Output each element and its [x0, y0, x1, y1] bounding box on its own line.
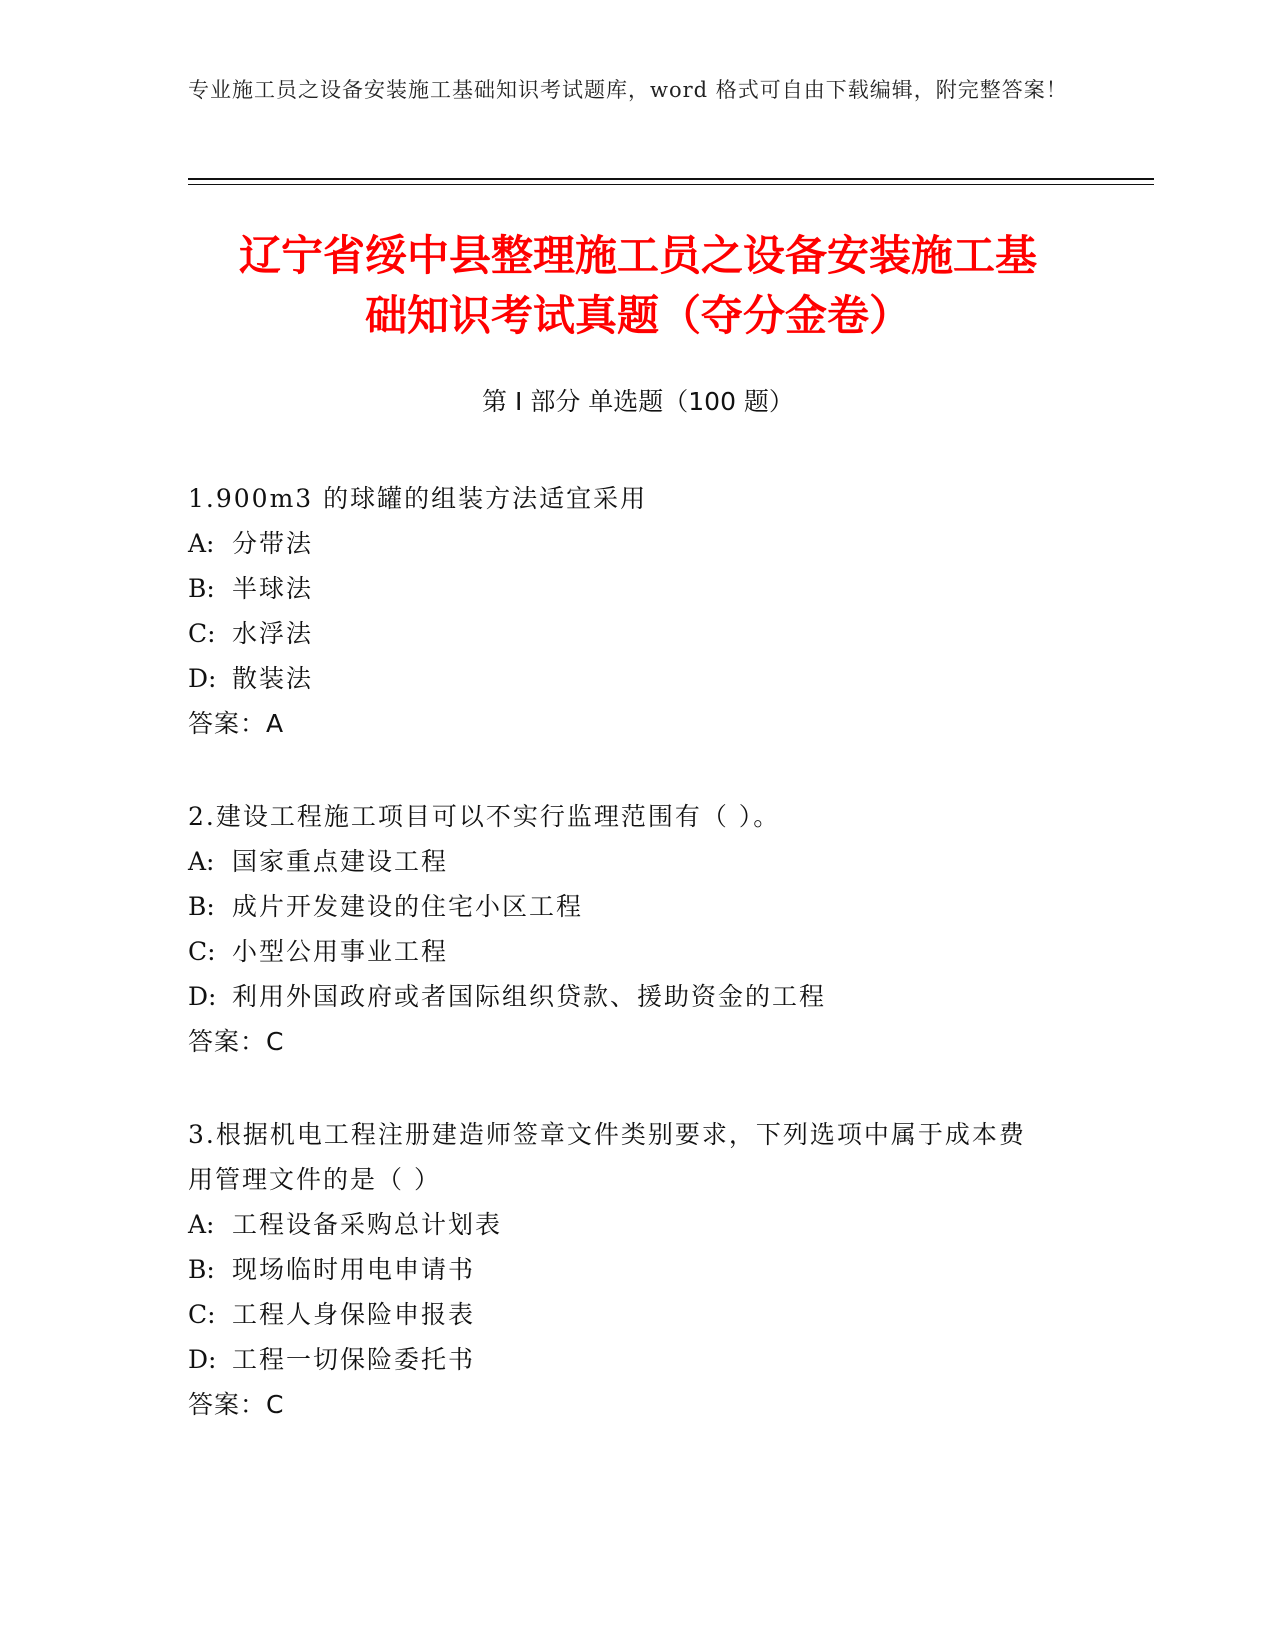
- option-a: [188, 521, 1068, 566]
- question-stem: 1.900m3 的球罐的组装方法适宜采用: [188, 484, 648, 513]
- option-text: 利用外国政府或者国际组织贷款、援助资金的工程: [232, 982, 827, 1011]
- option-text: 水浮法: [232, 619, 314, 648]
- option-text: 分带法: [232, 529, 314, 558]
- option-a: [188, 839, 1068, 884]
- option-c: [188, 611, 1068, 656]
- option-c: [188, 1292, 1068, 1337]
- question-1: [188, 476, 1068, 746]
- option-d: [188, 974, 1068, 1019]
- option-b: [188, 884, 1068, 929]
- option-letter: B:: [188, 892, 215, 921]
- option-b: [188, 1247, 1068, 1292]
- option-text: 现场临时用电申请书: [232, 1255, 476, 1284]
- answer: 答案：C: [188, 1390, 285, 1419]
- question-3: [188, 1112, 1068, 1427]
- option-c: [188, 929, 1068, 974]
- document-title-line-1: 辽宁省绥中县整理施工员之设备安装施工基: [238, 231, 1037, 280]
- question-2: [188, 794, 1068, 1064]
- option-text: 国家重点建设工程: [232, 847, 449, 876]
- option-letter: C:: [188, 1300, 216, 1329]
- option-a: [188, 1202, 1068, 1247]
- option-d: [188, 656, 1068, 701]
- option-letter: B:: [188, 1255, 215, 1284]
- answer: 答案：A: [188, 709, 285, 738]
- document-title-line-2: 础知识考试真题（夺分金卷）: [364, 291, 911, 340]
- option-letter: B:: [188, 574, 215, 603]
- option-letter: D:: [188, 1345, 217, 1374]
- option-letter: C:: [188, 619, 216, 648]
- section-heading: 第 I 部分 单选题（100 题）: [482, 387, 794, 416]
- option-d: [188, 1337, 1068, 1382]
- question-stem: 2.建设工程施工项目可以不实行监理范围有（ ）。: [188, 802, 781, 831]
- answer: 答案：C: [188, 1027, 285, 1056]
- option-text: 散装法: [232, 664, 314, 693]
- option-letter: D:: [188, 664, 217, 693]
- option-text: 成片开发建设的住宅小区工程: [232, 892, 584, 921]
- document-title: [188, 226, 1088, 346]
- option-text: 半球法: [232, 574, 314, 603]
- option-letter: A:: [188, 847, 215, 876]
- option-letter: A:: [188, 1210, 215, 1239]
- option-text: 工程一切保险委托书: [232, 1345, 476, 1374]
- option-text: 工程设备采购总计划表: [232, 1210, 503, 1239]
- option-text: 工程人身保险申报表: [232, 1300, 476, 1329]
- question-stem: 3.根据机电工程注册建造师签章文件类别要求，下列选项中属于成本费用管理文件的是（ ）: [188, 1120, 1026, 1194]
- header-divider-thin: [188, 184, 1154, 185]
- option-letter: D:: [188, 982, 217, 1011]
- header-divider-thick: [188, 178, 1154, 180]
- option-letter: C:: [188, 937, 216, 966]
- option-text: 小型公用事业工程: [232, 937, 449, 966]
- option-b: [188, 566, 1068, 611]
- header-note: 专业施工员之设备安装施工基础知识考试题库，word 格式可自由下载编辑，附完整答案！: [188, 78, 1068, 102]
- option-letter: A:: [188, 529, 215, 558]
